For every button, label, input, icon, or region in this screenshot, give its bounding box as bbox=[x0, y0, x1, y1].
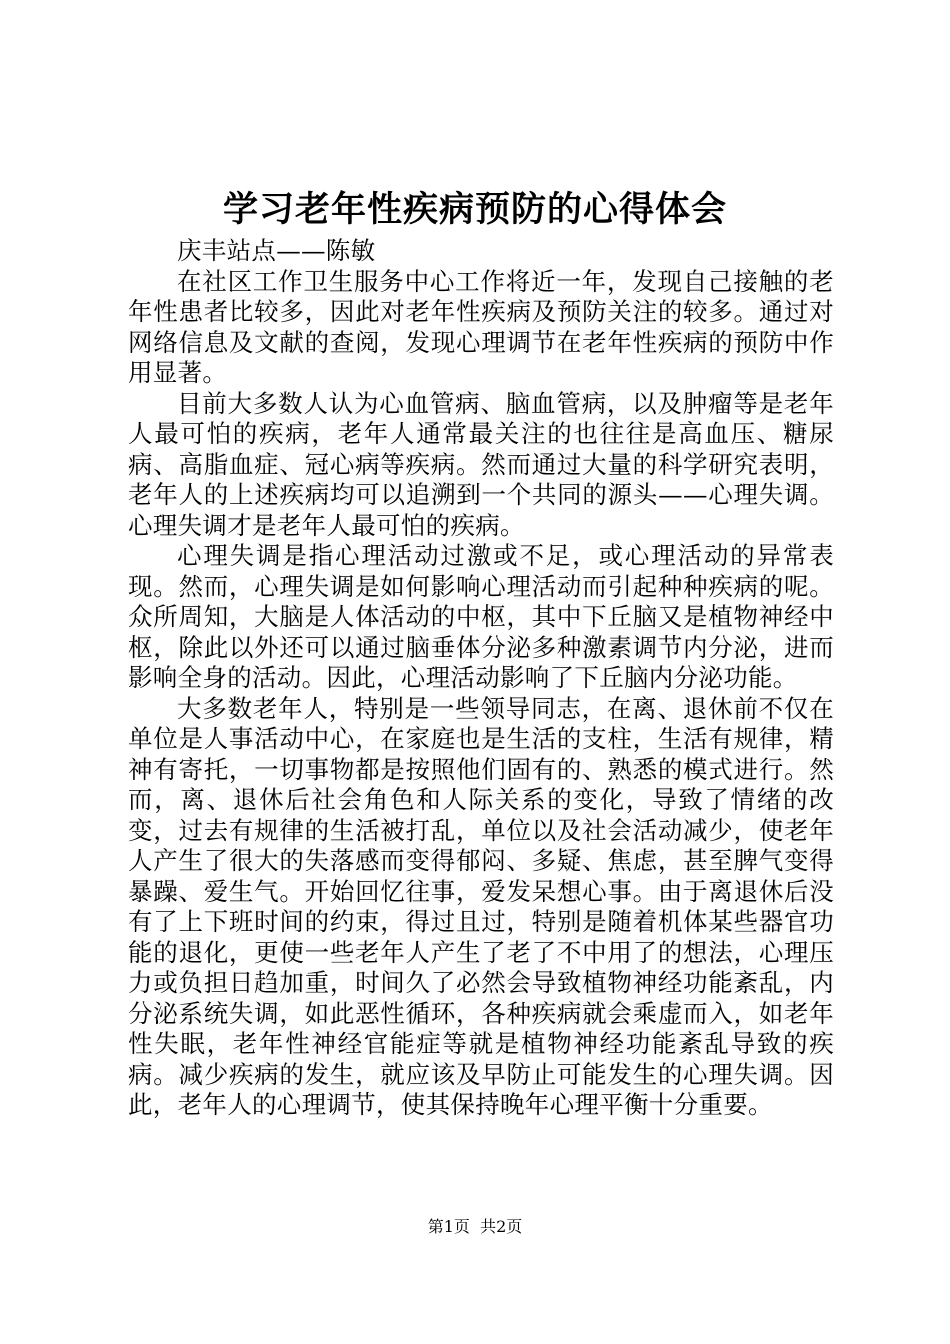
author-line: 庆丰站点——陈敏 bbox=[177, 236, 376, 265]
paragraph-1: 在社区工作卫生服务中心工作将近一年，发现自己接触的老年性患者比较多，因此对老年性疾病及预防关注的较多。通过对网络信息及文献的查阅，发现心理调节在老年性疾病的预防中作用显著。 bbox=[128, 266, 834, 387]
page-number-total: 共2页 bbox=[480, 1217, 523, 1236]
paragraph-3: 心理失调是指心理活动过激或不足，或心理活动的异常表现。然而，心理失调是如何影响心理活动而引起种种疾病的呢。众所周知，大脑是人体活动的中枢，其中下丘脑又是植物神经中枢，除此以外还可以通过脑垂体分泌多种激素调节内分泌，进而影响全身的活动。因此，心理活动影响了下丘脑内分泌功能。 bbox=[128, 541, 834, 692]
page-number-current: 第1页 bbox=[427, 1217, 470, 1236]
footer-spacer bbox=[470, 1217, 480, 1236]
paragraph-2: 目前大多数人认为心血管病、脑血管病，以及肿瘤等是老年人最可怕的疾病，老年人通常最关注的也往往是高血压、糖尿病、高脂血症、冠心病等疾病。然而通过大量的科学研究表明，老年人的上述疾病均可以追溯到一个共同的源头——心理失调。心理失调才是老年人最可怕的疾病。 bbox=[128, 388, 834, 540]
document-body bbox=[128, 236, 834, 1121]
page-footer bbox=[0, 1216, 950, 1238]
paragraph-4: 大多数老年人，特别是一些领导同志，在离、退休前不仅在单位是人事活动中心，在家庭也是生活的支柱，生活有规律，精神有寄托，一切事物都是按照他们固有的、熟悉的模式进行。然而，离、退休后社会角色和人际关系的变化，导致了情绪的改变，过去有规律的生活被打乱，单位以及社会活动减少，使老年人产生了很大的失落感而变得郁闷、多疑、焦虑，甚至脾气变得暴躁、爱生气。开始回忆往事，爱发呆想心事。由于离退休后没有了上下班时间的约束，得过且过，特别是随着机体某些器官功能的退化，更使一些老年人产生了老了不中用了的想法，心理压力或负担日趋加重，时间久了必然会导致植物神经功能紊乱，内分泌系统失调，如此恶性循环，各种疾病就会乘虚而入，如老年性失眠，老年性神经官能症等就是植物神经功能紊乱导致的疾病。减少疾病的发生，就应该及早防止可能发生的心理失调。因此，老年人的心理调节，使其保持晚年心理平衡十分重要。 bbox=[128, 693, 834, 1119]
document-title: 学习老年性疾病预防的心得体会 bbox=[222, 189, 727, 230]
